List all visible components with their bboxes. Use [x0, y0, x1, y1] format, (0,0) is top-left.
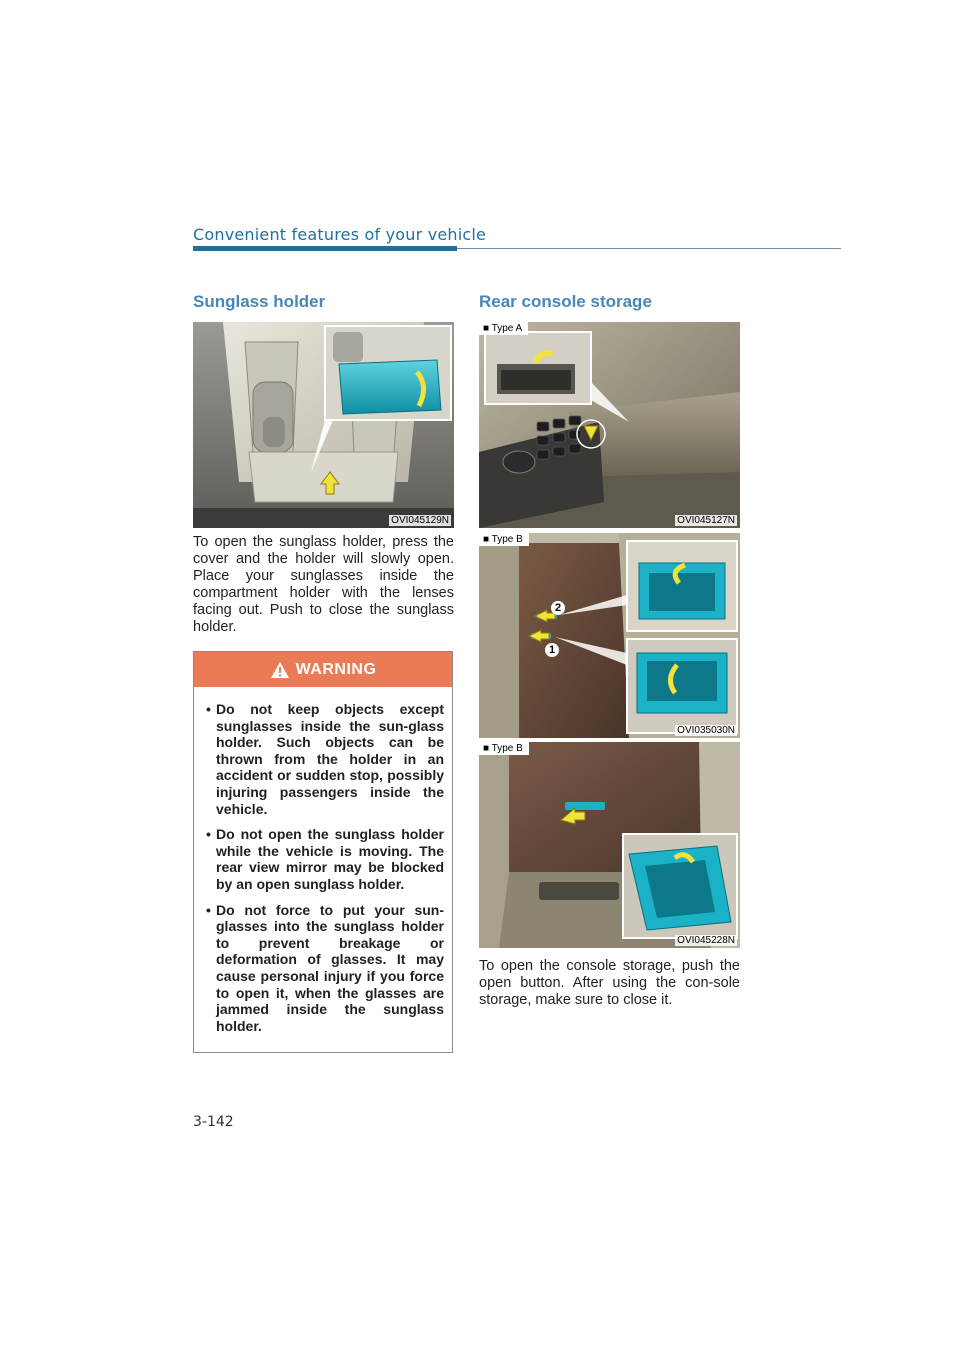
console-type-b-alt-figure — [479, 742, 740, 948]
header-rule-thin — [457, 248, 841, 249]
warning-box — [193, 651, 453, 1053]
callout-2: 2 — [551, 601, 565, 615]
console-type-a-figure — [479, 322, 740, 528]
warning-item: • Do not open the sunglass holder while the vehicle is moving. The rear view mirror may be blocked by an open sunglass holder. — [206, 826, 444, 892]
warning-header — [194, 652, 452, 687]
sunglass-holder-figure — [193, 322, 454, 528]
callout-1: 1 — [545, 643, 559, 657]
warning-list — [194, 687, 452, 1034]
warning-item: • Do not force to put your sun-glasses into the sunglass holder to prevent breakage or deformation of glasses. It may cause personal injury if you force to open it, when the glasses are jammed inside the sunglass holder. — [206, 902, 444, 1035]
warning-title: WARNING — [295, 660, 377, 678]
console-type-b-figure — [479, 533, 740, 738]
page-number: 3-142 — [193, 1114, 234, 1130]
rear-console-storage-text: To open the console storage, push the open button. After using the con-sole storage, make sure to close it. — [479, 958, 740, 1008]
sunglass-holder-heading: Sunglass holder — [193, 292, 326, 311]
figure-code: OVI045129N — [391, 515, 449, 526]
figure-code: OVI045228N — [677, 935, 735, 946]
section-title: Convenient features of your vehicle — [193, 225, 487, 244]
type-label: ■ Type B — [479, 742, 529, 755]
figure-code: OVI045127N — [677, 515, 735, 526]
type-label: ■ Type A — [479, 322, 528, 335]
warning-triangle-icon — [270, 661, 290, 679]
header-rule-thick — [193, 246, 457, 251]
warning-item: • Do not keep objects except sunglasses inside the sun-glass holder. Such objects can be thrown from the holder in an accident or sudden stop, possibly injuring passengers inside the vehicle. — [206, 701, 444, 817]
figure-code: OVI035030N — [677, 725, 735, 736]
rear-console-storage-heading: Rear console storage — [479, 292, 652, 311]
type-label: ■ Type B — [479, 533, 529, 546]
sunglass-holder-text: To open the sunglass holder, press the cover and the holder will slowly open. Place your sunglasses inside the compartment holder with the lenses facing out. Push to close the sunglass holder. — [193, 534, 454, 635]
